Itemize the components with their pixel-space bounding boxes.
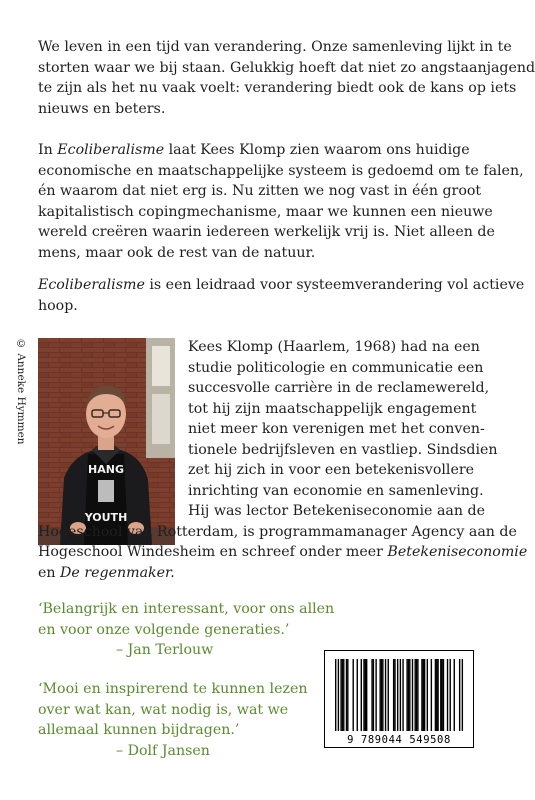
shirt-text-top: HANG bbox=[88, 463, 124, 476]
endorsement-quote bbox=[38, 679, 307, 761]
photo-credit: © Anneke Hymmen bbox=[15, 338, 27, 445]
book-title: Betekeniseconomie bbox=[387, 544, 528, 560]
barcode-bar bbox=[361, 659, 362, 731]
text-fragment: en bbox=[38, 564, 61, 581]
text-line: mens, maar ook de rest van de natuur. bbox=[38, 244, 316, 261]
book-title: Ecoliberalisme bbox=[57, 142, 165, 158]
barcode-bar bbox=[427, 659, 428, 731]
barcode-bar bbox=[412, 659, 413, 731]
body-paragraph-1 bbox=[38, 140, 524, 263]
barcode-bar bbox=[381, 659, 382, 731]
text-line bbox=[38, 275, 525, 296]
quote-line: allemaal kunnen bijdragen.’ bbox=[38, 722, 240, 738]
barcode-bar bbox=[431, 659, 432, 731]
barcode-bar bbox=[437, 659, 438, 731]
barcode-bar bbox=[335, 659, 336, 731]
text-line bbox=[38, 542, 528, 563]
quote-line: ‘Belangrijk en interessant, voor ons allen bbox=[38, 601, 335, 617]
text-line: te zijn als het nu vaak voelt: verandering biedt ook de kans op iets bbox=[38, 80, 517, 96]
barcode-bar bbox=[450, 659, 451, 731]
barcode-bar bbox=[365, 659, 366, 731]
isbn-number: 9 789044 549508 bbox=[347, 734, 451, 746]
barcode-bar bbox=[414, 659, 415, 731]
text-fragment: is een leidraad voor systeemverandering vol actieve bbox=[144, 277, 525, 293]
text-fragment: In bbox=[38, 142, 58, 158]
quote-line: over wat kan, wat nodig is, wat we bbox=[38, 701, 289, 718]
barcode-bar bbox=[379, 659, 380, 731]
barcode-bar bbox=[462, 659, 463, 731]
text-line: niet meer kon verenigen met het conven- bbox=[188, 421, 485, 437]
barcode-bar bbox=[440, 659, 441, 731]
text-line bbox=[38, 140, 468, 161]
quote-author: – Dolf Jansen bbox=[116, 742, 210, 759]
barcode-bar bbox=[400, 659, 401, 731]
shirt-text-bottom: YOUTH bbox=[84, 511, 128, 524]
isbn-barcode bbox=[324, 650, 474, 748]
barcode-bar bbox=[435, 659, 436, 731]
text-line: wereld creëren waarin iedereen werkelijk vrij is. Niet alleen de bbox=[38, 224, 495, 240]
barcode-bar bbox=[373, 659, 374, 731]
barcode-bar bbox=[408, 659, 409, 731]
text-line: tionele bedrijfsleven en vastliep. Sindsdien bbox=[188, 441, 498, 458]
book-title: De regenmaker. bbox=[60, 564, 175, 581]
barcode-bar bbox=[417, 659, 418, 731]
barcode-bar bbox=[338, 659, 339, 731]
barcode-bar bbox=[416, 659, 417, 731]
text-line: zet hij zich in voor een betekenisvollere bbox=[188, 462, 475, 478]
text-line: economische en maatschappelijke systeem is gedoemd om te falen, bbox=[38, 162, 524, 179]
text-fragment: laat Kees Klomp zien waarom ons huidige bbox=[164, 142, 470, 158]
barcode-bar bbox=[375, 659, 376, 731]
barcode-bar bbox=[397, 659, 398, 731]
barcode-bar bbox=[443, 659, 444, 731]
barcode-bars bbox=[335, 659, 463, 731]
book-title: Ecoliberalisme bbox=[38, 277, 145, 293]
barcode-bar bbox=[388, 659, 389, 731]
barcode-bar bbox=[454, 659, 455, 731]
text-line: Kees Klomp (Haarlem, 1968) had na een bbox=[188, 339, 480, 355]
barcode-bar bbox=[436, 659, 437, 731]
barcode-bar bbox=[343, 659, 344, 731]
barcode-bar bbox=[371, 659, 372, 731]
text-line: nieuws en beters. bbox=[38, 100, 166, 117]
author-bio-full bbox=[38, 501, 528, 583]
quote-line: ‘Mooi en inspirerend te kunnen lezen bbox=[38, 681, 308, 697]
text-line: inrichting van economie en samenleving. bbox=[188, 482, 484, 499]
barcode-bar bbox=[385, 659, 386, 731]
barcode-bar bbox=[340, 659, 341, 731]
barcode-bar bbox=[347, 659, 348, 731]
text-line: succesvolle carrière in de reclamewereld, bbox=[188, 380, 490, 396]
text-line: tot hij zijn maatschappelijk engagement bbox=[188, 400, 477, 417]
barcode-bar bbox=[366, 659, 367, 731]
barcode-bar bbox=[459, 659, 460, 731]
text-fragment: Hogeschool Windesheim en schreef onder meer bbox=[38, 544, 388, 560]
intro-paragraph bbox=[38, 37, 535, 119]
text-line: hoop. bbox=[38, 297, 78, 314]
text-line: Hij was lector Betekeniseconomie aan de bbox=[188, 503, 485, 519]
barcode-bar bbox=[393, 659, 394, 731]
barcode-bar bbox=[357, 659, 358, 731]
barcode-bar bbox=[346, 659, 347, 731]
barcode-bar bbox=[423, 659, 424, 731]
endorsement-quote bbox=[38, 599, 334, 661]
barcode-bar bbox=[421, 659, 422, 731]
text-line: studie politicologie en communicatie een bbox=[188, 359, 484, 376]
barcode-bar bbox=[382, 659, 383, 731]
barcode-bar bbox=[363, 659, 364, 731]
quote-line: en voor onze volgende generaties.’ bbox=[38, 621, 290, 638]
text-line: kapitalistisch copingmechanisme, maar we kunnen een nieuwe bbox=[38, 203, 493, 220]
barcode-bar bbox=[342, 659, 343, 731]
body-paragraph-2 bbox=[38, 275, 525, 316]
text-line: én waarom dat niet erg is. Nu zitten we nog vast in één groot bbox=[38, 183, 482, 199]
barcode-bar bbox=[409, 659, 410, 731]
text-line: Hogeschool van Rotterdam, is programmamanager Agency aan de bbox=[38, 523, 517, 540]
author-bio-side bbox=[188, 337, 498, 501]
barcode-bar bbox=[447, 659, 448, 731]
quote-author: – Jan Terlouw bbox=[116, 642, 214, 658]
text-line: storten waar we bij staan. Gelukkig hoeft dat niet zo angstaanjagend bbox=[38, 59, 535, 76]
barcode-bar bbox=[441, 659, 442, 731]
barcode-bar bbox=[406, 659, 407, 731]
barcode-bar bbox=[394, 659, 395, 731]
barcode-bar bbox=[353, 659, 354, 731]
barcode-bar bbox=[424, 659, 425, 731]
barcode-bar bbox=[402, 659, 403, 731]
text-line bbox=[38, 563, 478, 584]
text-line: We leven in een tijd van verandering. Onze samenleving lijkt in te bbox=[38, 39, 512, 55]
